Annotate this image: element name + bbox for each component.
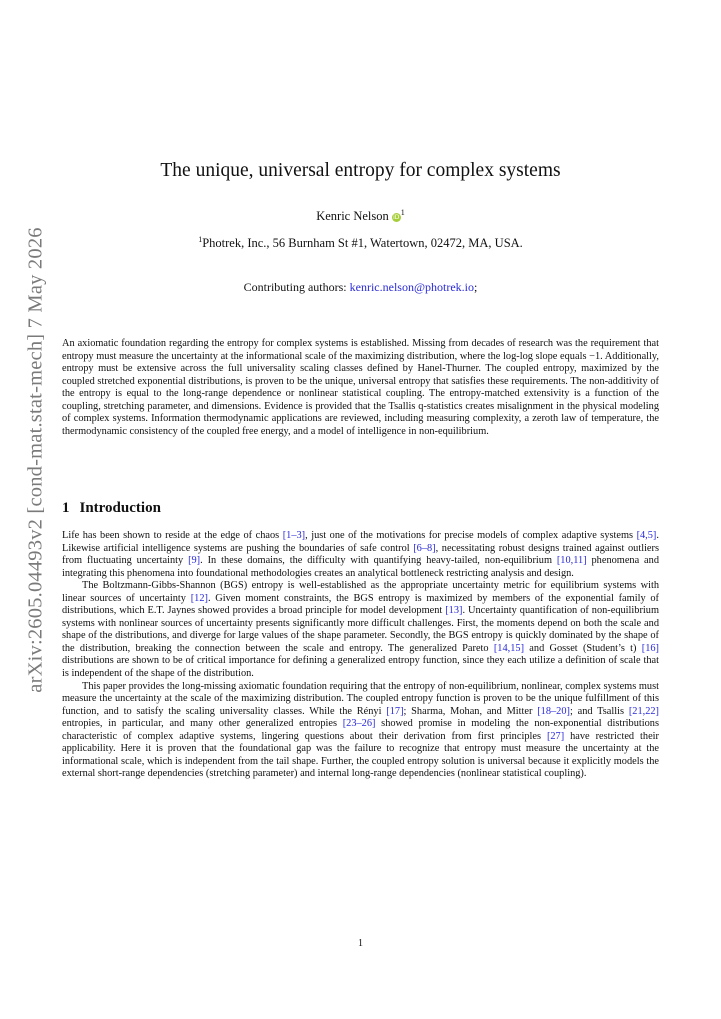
section-title: Introduction: [79, 500, 161, 516]
contributing-authors: [0, 280, 721, 295]
paragraph-text: , just one of the motivations for precise models of complex adaptive systems: [305, 530, 637, 541]
citation-link[interactable]: [10,11]: [556, 555, 587, 567]
citation-link[interactable]: [13]: [445, 605, 463, 617]
contributing-trail: ;: [474, 280, 478, 294]
paragraph-text: and Gosset (Student’s t): [524, 642, 642, 654]
paragraph-text: ; and Tsallis: [569, 705, 629, 717]
intro-paragraph-1: [62, 530, 659, 580]
arxiv-identifier-stamp: [16, 227, 56, 693]
section-heading: [62, 500, 161, 517]
paragraph-text: This paper provides the long-missing axiomatic foundation requiring that the entropy of non-equilibrium, nonlinear, complex systems must measure the uncertainty at the scale of the maximizing distribution. The coupled entropy function is proven to be the unique fulfillment of this function, and to satisfy the scaling universality classes. While the Rényi: [62, 680, 659, 717]
paragraph-text: Life has been shown to reside at the edge of chaos: [62, 530, 283, 541]
citation-link[interactable]: [9]: [188, 555, 201, 567]
citation-link[interactable]: [1–3]: [282, 530, 306, 541]
paragraph-text: . Given moment constraints, the BGS entropy is maximized by members of the exponential family of distributions, which E.T. Jaynes showed provides a broad principle for model development: [62, 592, 659, 617]
paragraph-text: , necessitating robust designs trained against outliers from fluctuating uncertainty: [62, 542, 659, 567]
arxiv-identifier-text: arXiv:2605.04493v2 [cond-mat.stat-mech] 7 May 2026: [24, 227, 47, 693]
citation-link[interactable]: [18–20]: [537, 705, 570, 717]
paragraph-text: have restricted their applicability. Here it is proven that the foundational gap was the failure to recognize that entropy must measure the uncertainty at the informational scale, which is independent from the tail shape. Further, the coupled entropy solution is universal because it explicitly models the external short-range dependencies (stretching parameter) and internal long-range dependencies (nonlinear statistical coupling).: [62, 730, 659, 780]
paper-title: The unique, universal entropy for complex systems: [160, 160, 561, 181]
orcid-icon[interactable]: iD: [393, 214, 400, 222]
paragraph-text: . Likewise artificial intelligence systems are pushing the boundaries of safe control: [62, 530, 659, 554]
paragraph-text: entropies, in particular, and many other generalized entropies: [62, 718, 343, 730]
citation-link[interactable]: [6–8]: [413, 542, 436, 554]
paragraph-text: phenomena and integrating this phenomena into foundational methodologies creates an analytical bottleneck restricting analysis and design.: [62, 555, 659, 579]
affiliation: [0, 235, 721, 251]
author-name: Kenric Nelson: [316, 209, 389, 224]
paragraph-text: . Uncertainty quantification of non-equilibrium systems with nonlinear sources of uncertainty presents significantly more difficult challenges. First, the moments depend on both the scale and shape of the distributions, and diverge for large values of the shape parameter. Secondly, the BGS entropy is quickly dominated by the shape of the distribution, breaking the connection between the scale and entropy. The generalized Pareto: [62, 605, 659, 654]
paragraph-text: The Boltzmann-Gibbs-Shannon (BGS) entropy is well-established as the appropriate uncertainty metric for equilibrium systems with linear sources of uncertainty: [62, 580, 659, 604]
affiliation-mark: 1: [198, 235, 203, 244]
citation-link[interactable]: [12]: [190, 592, 208, 604]
paragraph-text: distributions are shown to be of critical importance for defining a generalized entropy function, since they each utilize a definition of scale that is independent of the shape of the distribution.: [62, 655, 659, 680]
citation-link[interactable]: [17]: [386, 705, 404, 717]
citation-link[interactable]: [4,5]: [636, 530, 657, 541]
contributing-label: Contributing authors:: [243, 280, 350, 294]
author-line: [0, 208, 721, 224]
paragraph-text: ; Sharma, Mohan, and Mitter: [403, 705, 538, 717]
author-email-link[interactable]: kenric.nelson@photrek.io: [349, 280, 474, 294]
paragraph-text: . In these domains, the difficulty with quantifying heavy-tailed, non-equilibrium: [200, 555, 557, 567]
intro-paragraph-3: [62, 681, 659, 781]
author-affiliation-mark: 1: [400, 208, 405, 217]
citation-link[interactable]: [21,22]: [628, 705, 659, 717]
abstract: An axiomatic foundation regarding the entropy for complex systems is established. Missing from decades of research was the requirement that entropy must measure the uncertainty at the informational scale of the maximizing distribution, where the log-log slope equals −1. Additionally, entropy must be extensive across the full universality scaling classes defined by Hanel-Thurner. The coupled entropy, maximized by the coupled stretched exponential distributions, is proven to be the unique, universal entropy that satisfies these requirements. The non-additivity of the entropy is equal to the long-range dependence or nonlinear statistical coupling. The entropy-matched extensivity is a function of the coupling, stretching parameter, and dimensions. Evidence is provided that the Tsallis q-statistics creates misalignment in the physical modeling of complex systems. Information thermodynamic applications are reviewed, including measuring complexity, a zeroth law of temperature, the thermodynamic consistency of the coupled free energy, and a model of intelligence in non-equilibrium.: [62, 338, 659, 437]
paragraph-text: showed promise in modeling the non-exponential distributions characteristic of complex adaptive systems, lingering questions about their derivation from first principles: [62, 718, 659, 742]
affiliation-text: Photrek, Inc., 56 Burnham St #1, Watertown, 02472, MA, USA.: [202, 236, 523, 251]
intro-paragraph-2: [62, 580, 659, 680]
section-number: 1: [62, 500, 70, 516]
citation-link[interactable]: [16]: [641, 642, 659, 654]
citation-link[interactable]: [23–26]: [342, 718, 376, 730]
introduction-body: [62, 530, 659, 781]
page-number: 1: [358, 938, 363, 949]
citation-link[interactable]: [14,15]: [493, 642, 525, 654]
citation-link[interactable]: [27]: [546, 730, 565, 742]
